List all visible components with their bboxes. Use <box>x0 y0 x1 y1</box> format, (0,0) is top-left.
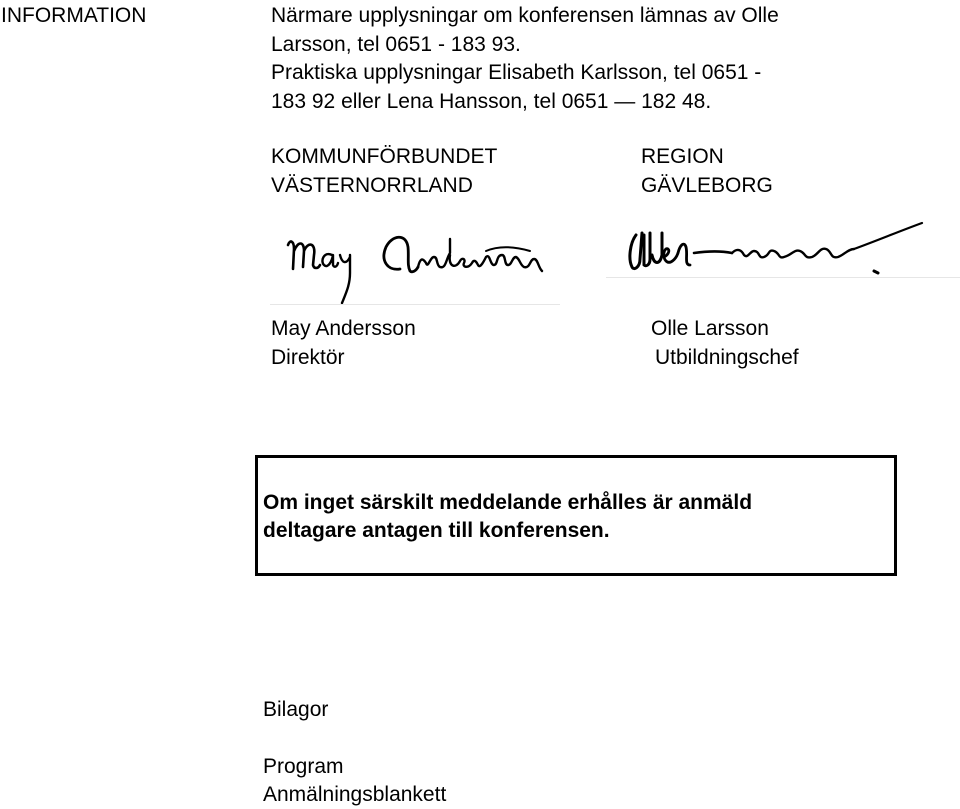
organization-name: VÄSTERNORRLAND <box>271 174 473 197</box>
notice-text: Om inget särskilt meddelande erhålles är anmäld <box>263 491 753 514</box>
info-line: 183 92 eller Lena Hansson, tel 0651 — 182 48. <box>271 90 712 113</box>
info-line: Närmare upplysningar om konferensen lämnas av Olle <box>271 4 779 27</box>
attachment-item: Anmälningsblankett <box>263 783 447 806</box>
signature-may-andersson <box>280 225 565 305</box>
notice-text: deltagare antagen till konferensen. <box>263 519 610 542</box>
organization-name: REGION <box>641 145 724 168</box>
signature-olle-larsson <box>604 215 960 285</box>
signatory-title: Direktör <box>271 346 345 369</box>
signatory-title: Utbildningschef <box>655 346 799 369</box>
section-heading: INFORMATION <box>1 4 147 27</box>
info-line: Praktiska upplysningar Elisabeth Karlsson, tel 0651 - <box>271 61 762 84</box>
attachment-item: Program <box>263 755 344 778</box>
organization-name: KOMMUNFÖRBUNDET <box>271 145 498 168</box>
info-line: Larsson, tel 0651 - 183 93. <box>271 33 521 56</box>
signature-line <box>270 304 560 305</box>
organization-name: GÄVLEBORG <box>641 174 773 197</box>
signatory-name: May Andersson <box>271 317 416 340</box>
attachments-heading: Bilagor <box>263 698 329 721</box>
signature-line <box>606 277 960 278</box>
signatory-name: Olle Larsson <box>651 317 769 340</box>
